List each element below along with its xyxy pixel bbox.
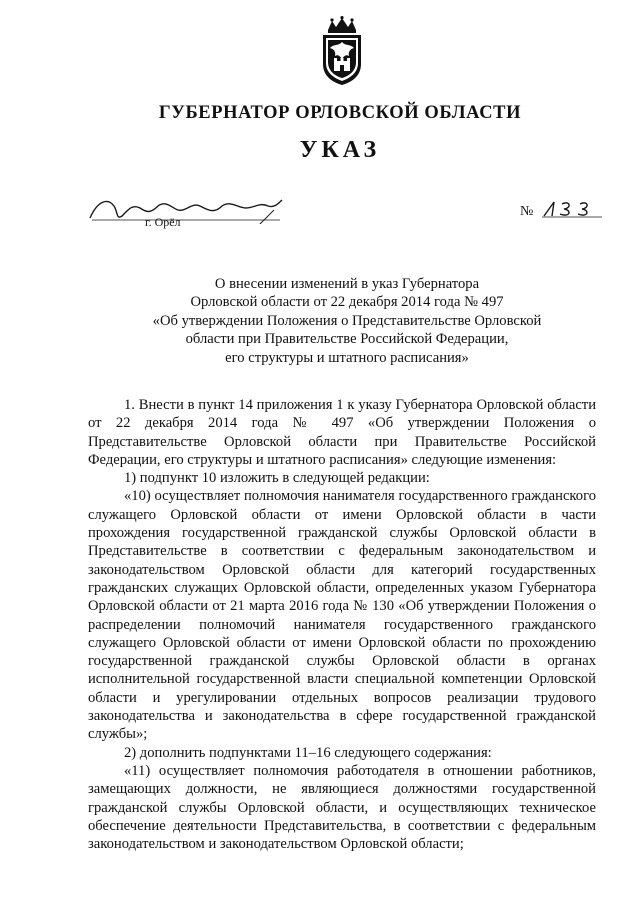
body-paragraph: 1. Внести в пункт 14 приложения 1 к указу Губернатора Орловской области от 22 декабря 2014 года № 497 «Об утверждении Положения о Представительстве Орловской области при Правительстве Российской Федерации, его структуры и штатного расписания» следующие изменения: [88,397,596,468]
city: г. Орёл [145,215,181,229]
date-block [88,196,288,246]
issuing-authority: ГУБЕРНАТОР ОРЛОВСКОЙ ОБЛАСТИ [158,103,522,123]
subject-line: Орловской области от 22 декабря 2014 года № 497 [190,294,504,311]
handwritten-number [540,198,604,218]
subject-line: О внесении изменений в указ Губернатора [214,276,480,292]
handwritten-date [88,196,284,224]
document-body [88,396,596,853]
subject-line: его структуры и штатного расписания» [225,349,469,366]
number-block [520,198,610,222]
body-paragraph: 1) подпункт 10 изложить в следующей редакции: [124,470,430,487]
body-paragraph: 2) дополнить подпунктами 11–16 следующего содержания: [124,744,492,761]
number-sign: № [520,204,534,219]
document-type: УКАЗ [299,137,381,163]
subject-line: «Об утверждении Положения о Представительстве Орловской [152,312,542,329]
body-paragraph: «10) осуществляет полномочия нанимателя государственного гражданского служащего Орловской области от имени Орловской области в части прохождения государственной гражданской службы Орловской области в Представительстве в соответствии с федеральным законодательством и законодательством Орловской области для категорий государственных гражданских служащих Орловской области, определенных указом Губернатора Орловской области от 21 марта 2016 года № 130 «Об утверждении Положения о распределении полномочий нанимателя государственного гражданского служащего Орловской области от имени Орловской области по прохождению государственной гражданской службы Орловской области в органах исполнительной государственной власти специальной компетенции Орловской области и урегулировании отдельных вопросов реализации трудового законодательства и законодательства в сфере государственной гражданской службы»; [88,488,596,743]
subject-line: области при Правительстве Российской Федерации, [185,331,509,348]
orel-region-coat-of-arms-icon [319,16,365,86]
document-subject [140,275,554,367]
body-paragraph: «11) осуществляет полномочия работодателя в отношении работников, замещающих должности, не являющиеся должностями государственной гражданской службы Орловской области, и осуществляющих техническое обеспечение деятельности Представительства, в соответствии с федеральным законодательством и законодательством Орловской области; [88,762,596,853]
